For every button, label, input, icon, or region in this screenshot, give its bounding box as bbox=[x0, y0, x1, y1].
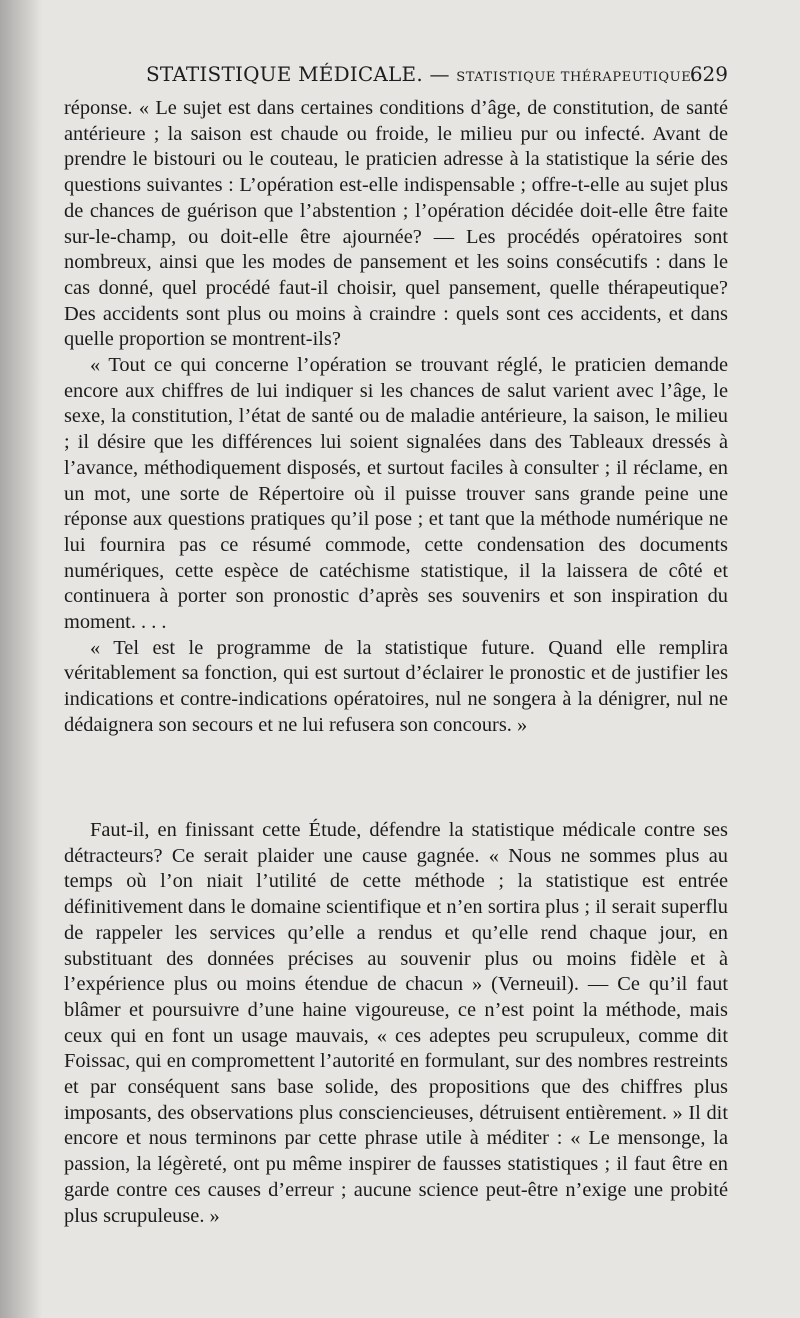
running-title bbox=[146, 62, 696, 86]
paragraph: « Tel est le programme de la statistique future. Quand elle remplira véritablement sa fonction, qui est surtout d’éclairer le pronostic et de justifier les indications et contre-indications opératoires, nul ne songera à la dénigrer, nul ne dédaignera son secours et ne lui refusera son concours. » bbox=[64, 636, 728, 736]
running-title-sub: STATISTIQUE THÉRAPEUTIQUE. bbox=[456, 70, 697, 85]
running-title-main: STATISTIQUE MÉDICALE. — bbox=[146, 62, 450, 86]
page-gutter-shadow bbox=[0, 0, 42, 1318]
paragraph: réponse. « Le sujet est dans certaines conditions d’âge, de constitution, de santé antérieure ; la saison est chaude ou froide, le milieu pur ou infecté. Avant de prendre le bistouri ou le couteau, le praticien adresse à la statistique la série des questions suivantes : L’opération est-elle indispensable ; offre-t-elle au sujet plus de chances de guérison que l’abstention ; l’opération décidée doit-elle être faite sur-le-champ, ou doit-elle être ajournée? — Les procédés opératoires sont nombreux, ainsi que les modes de pansement et les soins consécutifs : dans le cas donné, quel procédé faut-il choisir, quel pansement, quelle thérapeutique? Des accidents sont plus ou moins à craindre : quels sont ces accidents, et dans quelle proportion se montrent-ils? bbox=[64, 97, 728, 351]
quoted-passage bbox=[64, 96, 728, 739]
paragraph: Faut-il, en finissant cette Étude, défendre la statistique médicale contre ses détracteurs? Ce serait plaider une cause gagnée. « Nous ne sommes plus au temps où l’on niait l’utilité de cette méthode ; la statistique est entrée définitivement dans le domaine scientifique et n’en sortira plus ; il serait superflu de rappeler les services qu’elle a rendus et qu’elle rend chaque jour, en substituant des données précises au souvenir plus ou moins fidèle et à l’expérience plus ou moins étendue de chacun » (Verneuil). — Ce qu’il faut blâmer et poursuivre d’une haine vigoureuse, ce n’est point la méthode, mais ceux qui en font un usage mauvais, « ces adeptes peu scrupuleux, comme dit Foissac, qui en compromettent l’autorité en formulant, sur des nombres restreints et par conséquent sans base solide, des propositions que des chiffres plus imposants, des observations plus consciencieuses, détruisent entièrement. » Il dit encore et nous terminons par cette phrase utile à méditer : « Le mensonge, la passion, la légèreté, ont pu même inspirer de fausses statistiques ; il faut être en garde contre ces causes d’erreur ; aucune science peut-être n’exige une probité plus scrupuleuse. » bbox=[64, 819, 728, 1227]
running-header bbox=[62, 58, 728, 92]
closing-section bbox=[64, 818, 728, 1229]
page-number: 629 bbox=[689, 62, 728, 86]
paragraph: « Tout ce qui concerne l’opération se trouvant réglé, le praticien demande encore aux chiffres de lui indiquer si les chances de salut varient avec l’âge, le sexe, la constitution, l’état de santé ou de maladie antérieure, la saison, le milieu ; il désire que les différences lui soient signalées dans des Tableaux dressés à l’avance, méthodiquement disposés, et surtout faciles à consulter ; il réclame, en un mot, une sorte de Répertoire où il puisse trouver sans grande peine une réponse aux questions pratiques qu’il pose ; et tant que la méthode numérique ne lui fournira pas ce résumé commode, cette condensation des documents numériques, cette espèce de catéchisme statistique, il la laissera de côté et continuera à porter son pronostic d’après ses souvenirs et son inspiration du moment. . . . bbox=[64, 354, 728, 634]
